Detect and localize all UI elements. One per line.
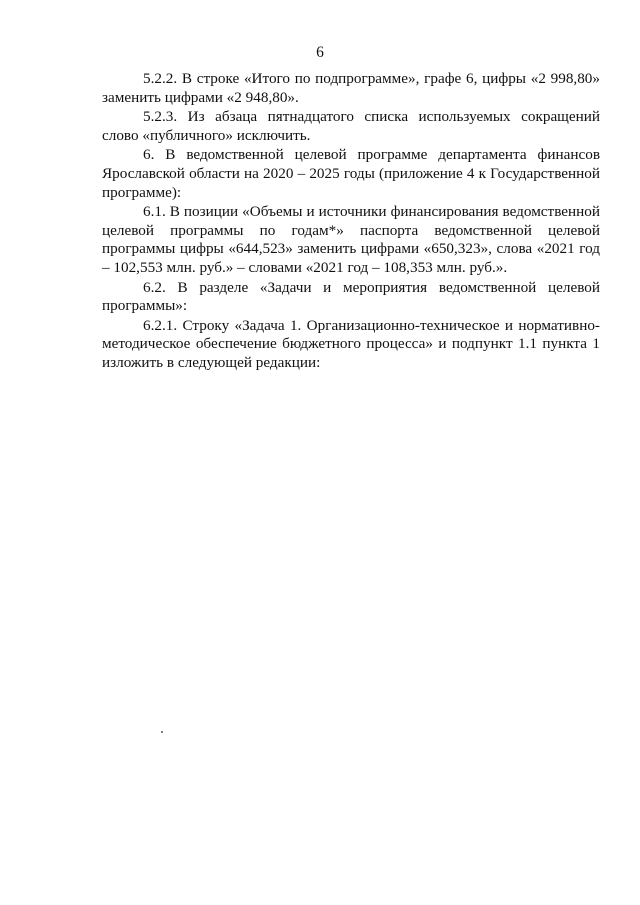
paragraph-6-1: 6.1. В позиции «Объемы и источники финансирования ведомственной целевой программы по годам*» паспорта ведомственной целевой программы цифры «644,523» заменить цифрами «650,323», слова «2021 год – 102,553 млн. руб.» – словами «2021 год – 108,353 млн. руб.». <box>102 203 600 276</box>
paragraph-5-2-3: 5.2.3. Из абзаца пятнадцатого списка используемых сокращений слово «публичного» исключить. <box>102 108 600 144</box>
paragraph-6-2-1: 6.2.1. Строку «Задача 1. Организационно-техническое и нормативно-методическое обеспечение бюджетного процесса» и подпункт 1.1 пункта 1 изложить в следующей редакции: <box>102 316 600 371</box>
paragraph-5-2-2: 5.2.2. В строке «Итого по подпрограмме», графе 6, цифры «2 998,80» заменить цифрами «2 948,80». <box>102 70 600 106</box>
paragraph-6-2: 6.2. В разделе «Задачи и мероприятия ведомственной целевой программы»: <box>102 278 600 315</box>
document-body <box>102 70 600 373</box>
page-number: 6 <box>316 44 324 61</box>
paragraph-6: 6. В ведомственной целевой программе департамента финансов Ярославской области на 2020 – 2025 годы (приложение 4 к Государственной программе): <box>102 146 600 201</box>
scan-speck <box>161 731 163 733</box>
